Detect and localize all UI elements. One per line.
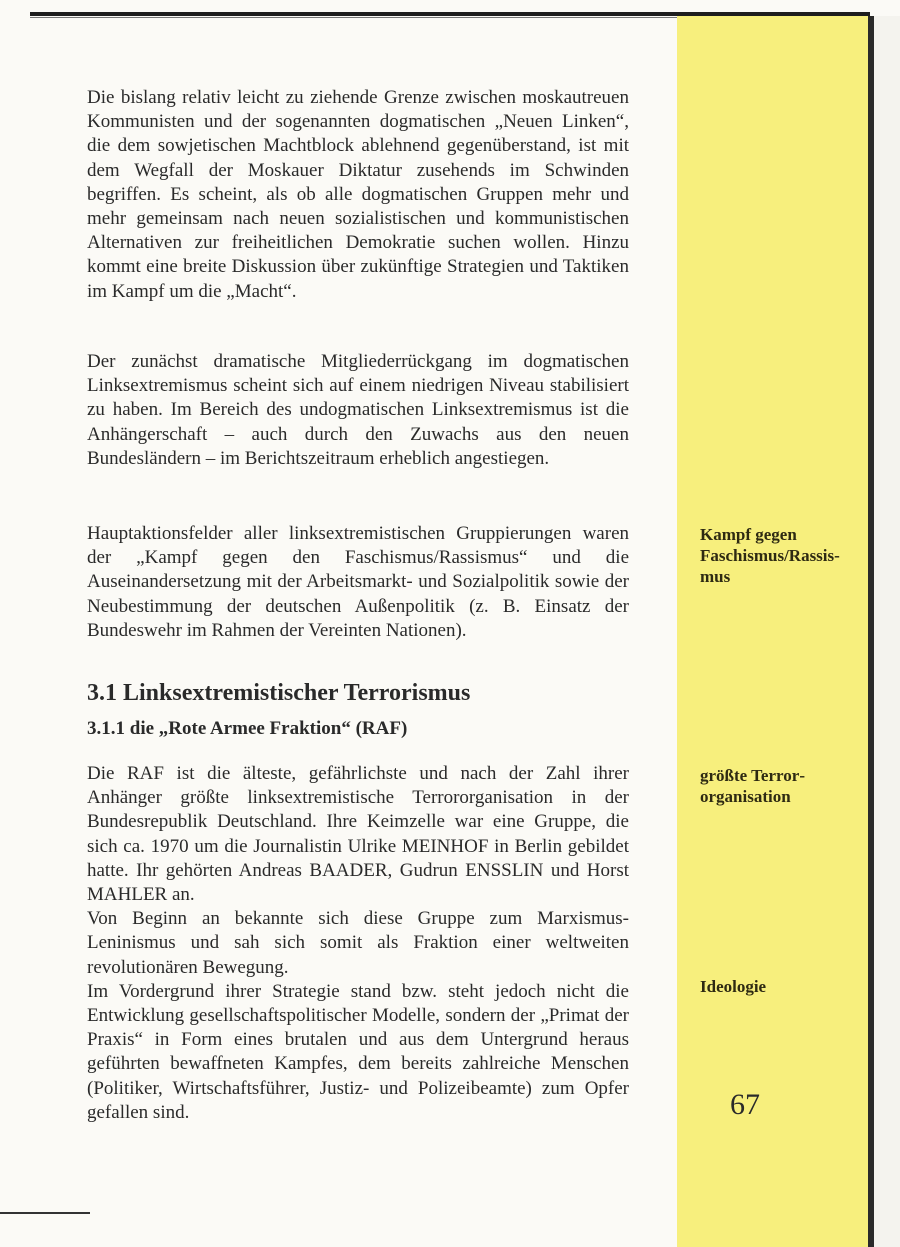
subsection-heading: 3.1.1 die „Rote Armee Fraktion“ (RAF) [87,718,408,739]
margin-note-terrororganisation: größte Terrororganisation [700,766,805,806]
page-edge-strip [874,16,900,1247]
paragraph-mitgliederrueckgang: Der zunächst dramatische Mitgliederrückgang im dogmatischen Linksextremismus scheint sich auf einem niedrigen Niveau stabilisiert zu haben. Im Bereich des undogmatischen Linksextremismus ist die Anhängerschaft – auch durch den Zuwachs aus den neuen Bundesländern – im Berichtszeitraum erheblich angestiegen. [87,351,629,469]
margin-note-ideologie: Ideologie [700,977,767,996]
margin-column [677,16,873,1247]
margin-note-kampf: Kampf gegen Faschismus/Rassismus [700,525,840,586]
bottom-left-rule [0,1212,90,1214]
raf-text-block [87,762,629,1125]
paragraph-raf-intro: Die RAF ist die älteste, gefährlichste und nach der Zahl ihrer Anhänger größte linksextremistische Terrororganisation in der Bundesrepublik Deutschland. Ihre Keimzelle war eine Gruppe, die sich ca. 1970 um die Journalistin Ulrike MEINHOF in Berlin gebildet hatte. Ihr gehörten Andreas BAADER, Gudrun ENSSLIN und Horst MAHLER an. [87,763,629,906]
page-number: 67 [730,1088,760,1121]
paragraph-raf-strategie: Im Vordergrund ihrer Strategie stand bzw. steht jedoch nicht die Entwicklung gesellschaftspolitischer Modelle, sondern der „Primat der Praxis“ in Form eines brutalen und aus dem Untergrund heraus geführten bewaffneten Kampfes, dem bereits zahlreiche Menschen (Politiker, Wirtschaftsführer, Justiz- und Polizeibeamte) zum Opfer gefallen sind. [87,980,629,1123]
section-heading: 3.1 Linksextremistischer Terrorismus [87,680,471,706]
paragraph-hauptaktionsfelder: Hauptaktionsfelder aller linksextremistischen Gruppierungen waren der „Kampf gegen den Faschismus/Rassismus“ und die Auseinandersetzung mit der Arbeitsmarkt- und Sozialpolitik sowie der Neubestimmung der deutschen Außenpolitik (z. B. Einsatz der Bundeswehr im Rahmen der Vereinten Nationen). [87,523,629,641]
paragraph-grenze: Die bislang relativ leicht zu ziehende Grenze zwischen moskautreuen Kommunisten und der sogenannten dogmatischen „Neuen Linken“, die dem sowjetischen Machtblock ablehnend gegenüberstand, ist mit dem Wegfall der Moskauer Diktatur zusehends im Schwinden begriffen. Es scheint, als ob alle dogmatischen Gruppen mehr und mehr gemeinsam nach neuen sozialistischen und kommunistischen Alternativen zur freiheitlichen Demokratie suchen wollen. Hinzu kommt eine breite Diskussion über zukünftige Strategien und Taktiken im Kampf um die „Macht“. [87,87,629,302]
paragraph-raf-ideologie: Von Beginn an bekannte sich diese Gruppe zum Marxismus-Leninismus und sah sich somit als Fraktion einer weltweiten revolutionären Bewegung. [87,908,629,978]
